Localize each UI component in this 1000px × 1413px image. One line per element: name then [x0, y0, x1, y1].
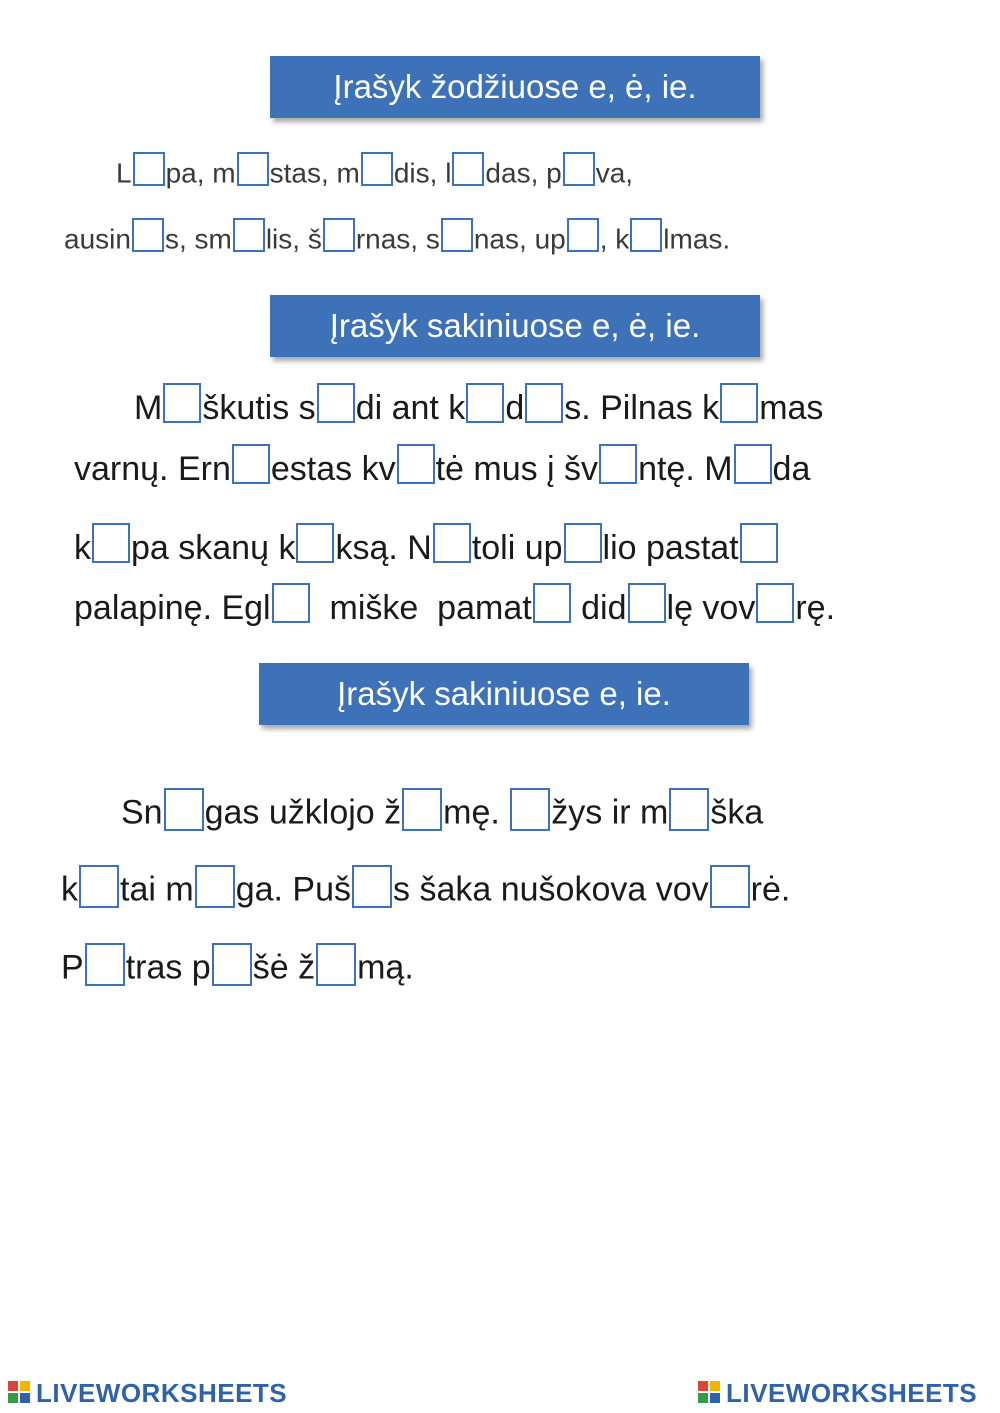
- answer-box[interactable]: [233, 218, 265, 252]
- answer-box[interactable]: [669, 788, 709, 831]
- answer-box[interactable]: [195, 865, 235, 908]
- answer-box[interactable]: [433, 523, 471, 563]
- worksheet-text: lmas.: [663, 223, 731, 255]
- answer-box[interactable]: [510, 788, 550, 831]
- worksheet-text: pa, m: [165, 157, 236, 189]
- section3-line-2: [61, 870, 790, 913]
- worksheet-text: dis, l: [393, 157, 452, 189]
- worksheet-text: varnų. Ern: [74, 449, 231, 488]
- answer-box[interactable]: [563, 152, 595, 186]
- answer-box[interactable]: [734, 444, 772, 484]
- worksheet-text: estas kv: [270, 449, 396, 488]
- worksheet-text: M: [134, 388, 163, 427]
- worksheet-text: s, sm: [164, 223, 232, 255]
- section2-line-2: [74, 451, 810, 491]
- worksheet-text: das, p: [485, 157, 562, 189]
- worksheet-text: tai m: [120, 870, 194, 909]
- worksheet-text: ntę. M: [638, 449, 733, 488]
- worksheet-text: mą.: [357, 948, 414, 987]
- answer-box[interactable]: [92, 523, 130, 563]
- worksheet-text: šė ž: [252, 948, 316, 987]
- worksheet-text: lę vov: [666, 588, 756, 627]
- section3-title: [259, 663, 749, 725]
- answer-box[interactable]: [132, 218, 164, 252]
- answer-box[interactable]: [628, 583, 666, 623]
- worksheet-text: tė mus į šv: [435, 449, 599, 488]
- answer-box[interactable]: [452, 152, 484, 186]
- answer-box[interactable]: [397, 444, 435, 484]
- answer-box[interactable]: [710, 865, 750, 908]
- footer-brand-right: LIVEWORKSHEETS: [726, 1377, 978, 1408]
- answer-box[interactable]: [630, 218, 662, 252]
- worksheet-text: k: [61, 870, 78, 909]
- worksheet-text: rė.: [750, 870, 791, 909]
- answer-box[interactable]: [466, 383, 504, 423]
- answer-box[interactable]: [163, 383, 201, 423]
- worksheet-text: mas: [759, 388, 824, 427]
- answer-box[interactable]: [79, 865, 119, 908]
- worksheet-text: P: [61, 948, 84, 987]
- section2-title-text: Įrašyk sakiniuose e, ė, ie.: [329, 307, 701, 344]
- worksheet-text: s šaka nušokova vov: [393, 870, 709, 909]
- worksheet-text: va,: [595, 157, 634, 189]
- worksheet-text: L: [116, 157, 132, 189]
- worksheet-text: miške pamat: [310, 588, 532, 627]
- worksheet-text: ausin: [64, 223, 131, 255]
- answer-box[interactable]: [272, 583, 310, 623]
- liveworksheets-logo-icon: [698, 1381, 722, 1405]
- answer-box[interactable]: [525, 383, 563, 423]
- answer-box[interactable]: [85, 943, 125, 986]
- answer-box[interactable]: [720, 383, 758, 423]
- liveworksheets-logo-icon: [8, 1381, 32, 1405]
- worksheet-text: tras p: [125, 948, 211, 987]
- worksheet-text: Sn: [121, 793, 163, 832]
- worksheet-text: toli up: [471, 528, 563, 567]
- worksheet-text: rę.: [795, 588, 836, 627]
- worksheet-text: pa skanų k: [131, 528, 296, 567]
- worksheet-text: mę.: [443, 793, 510, 832]
- worksheet-text: lio pastat: [602, 528, 739, 567]
- answer-box[interactable]: [133, 152, 165, 186]
- worksheet-text: k: [74, 528, 91, 567]
- worksheet-text: žys ir m: [551, 793, 669, 832]
- footer-logo-right: [698, 1378, 977, 1408]
- answer-box[interactable]: [361, 152, 393, 186]
- answer-box[interactable]: [296, 523, 334, 563]
- answer-box[interactable]: [756, 583, 794, 623]
- section3-title-text: Įrašyk sakiniuose e, ie.: [337, 675, 671, 712]
- answer-box[interactable]: [564, 523, 602, 563]
- answer-box[interactable]: [740, 523, 778, 563]
- worksheet-text: palapinę. Egl: [74, 588, 271, 627]
- worksheet-text: ga. Puš: [235, 870, 351, 909]
- worksheet-text: rnas, s: [355, 223, 440, 255]
- worksheet-text: did: [571, 588, 627, 627]
- section2-line-3: [74, 530, 779, 570]
- answer-box[interactable]: [599, 444, 637, 484]
- worksheet-text: škutis s: [202, 388, 316, 427]
- worksheet-text: da: [772, 449, 811, 488]
- answer-box[interactable]: [352, 865, 392, 908]
- answer-box[interactable]: [402, 788, 442, 831]
- answer-box[interactable]: [164, 788, 204, 831]
- worksheet-text: ksą. N: [335, 528, 432, 567]
- worksheet-text: ška: [710, 793, 764, 832]
- section2-title: [270, 295, 760, 357]
- worksheet-text: gas užklojo ž: [204, 793, 402, 832]
- footer-logo-left: [8, 1378, 287, 1408]
- section1-title-text: Įrašyk žodžiuose e, ė, ie.: [333, 68, 697, 105]
- section1-line-2: [64, 224, 730, 258]
- section2-line-1: [134, 390, 823, 430]
- answer-box[interactable]: [212, 943, 252, 986]
- answer-box[interactable]: [567, 218, 599, 252]
- worksheet-text: s. Pilnas k: [564, 388, 720, 427]
- worksheet-text: d: [505, 388, 525, 427]
- worksheet-text: nas, up: [473, 223, 566, 255]
- worksheet-text: di ant k: [355, 388, 466, 427]
- worksheet-text: stas, m: [269, 157, 360, 189]
- answer-box[interactable]: [237, 152, 269, 186]
- section1-line-1: [116, 158, 633, 192]
- section2-line-4: [74, 590, 835, 630]
- answer-box[interactable]: [323, 218, 355, 252]
- section1-title: [270, 56, 760, 118]
- worksheet-text: , k: [599, 223, 630, 255]
- footer-brand-left: LIVEWORKSHEETS: [36, 1377, 288, 1408]
- section3-line-1: [121, 793, 763, 836]
- answer-box[interactable]: [316, 943, 356, 986]
- answer-box[interactable]: [533, 583, 571, 623]
- answer-box[interactable]: [317, 383, 355, 423]
- answer-box[interactable]: [441, 218, 473, 252]
- section3-line-3: [61, 948, 414, 991]
- worksheet-text: lis, š: [265, 223, 322, 255]
- answer-box[interactable]: [232, 444, 270, 484]
